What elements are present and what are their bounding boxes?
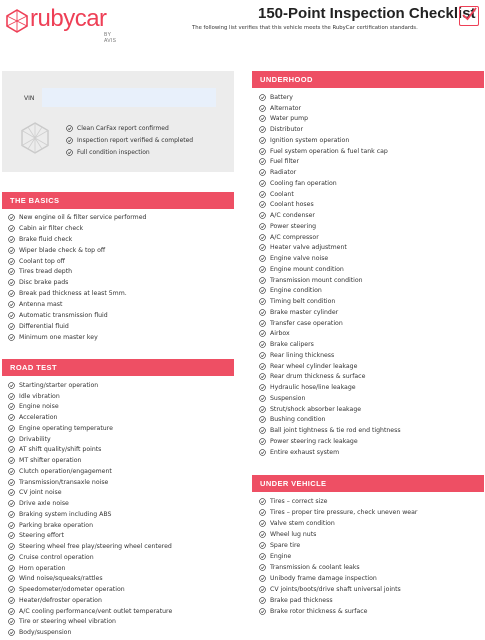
checklist-item[interactable] [259, 146, 401, 157]
check-circle-icon [8, 457, 15, 464]
checklist-item-label: Rear lining thickness [270, 351, 335, 359]
check-circle-icon [8, 618, 15, 625]
checklist-item[interactable] [259, 178, 401, 189]
checklist-item[interactable] [259, 584, 417, 595]
checklist-item-label: Tires – proper tire pressure, check uneven wear [270, 509, 418, 516]
checklist-item[interactable] [259, 415, 401, 426]
checklist-item-label: Engine condition [270, 287, 322, 295]
page-title: 150-Point Inspection Checklist [258, 5, 476, 22]
checklist-item[interactable] [8, 256, 146, 267]
vin-check-item [66, 146, 193, 158]
checklist-item-label: Ball joint tightness & tie rod end tightness [270, 427, 401, 435]
checklist-item-label: Steering wheel free play/steering wheel centered [19, 543, 172, 551]
checklist-item[interactable] [259, 606, 417, 617]
checklist-item[interactable] [259, 243, 401, 254]
check-circle-icon [259, 266, 266, 273]
road-test-header [2, 359, 234, 376]
checklist-item[interactable] [259, 103, 401, 114]
checklist-item[interactable] [8, 552, 172, 563]
checklist-item[interactable] [259, 253, 401, 264]
checklist-item-label: Brake fluid check [19, 235, 73, 243]
checklist-item[interactable] [259, 562, 417, 573]
checklist-item-label: Rear wheel cylinder leakage [270, 362, 358, 370]
underhood-title: UNDERHOOD [260, 75, 313, 84]
checklist-item[interactable] [8, 445, 172, 456]
logo-text: rubycar [30, 5, 107, 32]
check-circle-icon [259, 406, 266, 413]
checklist-item[interactable] [259, 275, 401, 286]
check-circle-icon [8, 436, 15, 443]
checklist-item-label: Automatic transmission fluid [19, 311, 108, 319]
checklist-item-label: Fuel system operation & fuel tank cap [270, 147, 388, 155]
check-circle-icon [259, 94, 266, 101]
checklist-item[interactable] [259, 124, 401, 135]
checklist-item-label: Power steering rack leakage [270, 437, 358, 445]
checklist-item-label: Hydraulic hose/line leakage [270, 384, 356, 392]
checklist-item[interactable] [8, 477, 172, 488]
checklist-item-label: Valve stem condition [270, 520, 335, 527]
check-circle-icon [8, 290, 15, 297]
checklist-item-label: Steering effort [19, 532, 64, 540]
check-circle-icon [259, 438, 266, 445]
check-circle-icon [8, 629, 15, 636]
checklist-item-label: Braking system including ABS [19, 510, 112, 518]
check-circle-icon [259, 277, 266, 284]
checklist-item[interactable] [8, 595, 172, 606]
check-circle-icon [8, 575, 15, 582]
checklist-item-label: Body/suspension [19, 629, 72, 637]
check-circle-icon [8, 382, 15, 389]
checklist-item[interactable] [259, 167, 401, 178]
check-circle-icon [259, 223, 266, 230]
checklist-item-label: MT shifter operation [19, 457, 82, 465]
vin-panel [2, 71, 234, 172]
checklist-item-label: Engine [270, 553, 292, 560]
check-circle-icon [8, 446, 15, 453]
checklist-item[interactable] [8, 266, 146, 277]
checklist-item[interactable] [259, 529, 417, 540]
check-circle-icon [259, 320, 266, 327]
under-vehicle-title: UNDER VEHICLE [260, 479, 327, 488]
checklist-item-label: Timing belt condition [270, 298, 336, 306]
checklist-item[interactable] [259, 329, 401, 340]
checklist-item-label: Wheel lug nuts [270, 531, 317, 538]
check-circle-icon [259, 509, 266, 516]
vin-input[interactable] [42, 88, 216, 107]
check-circle-icon [259, 137, 266, 144]
checklist-item[interactable] [259, 518, 417, 529]
checklist-item-label: Battery [270, 93, 293, 101]
check-circle-icon [8, 236, 15, 243]
check-circle-icon [8, 323, 15, 330]
checklist-item-label: Cooling fan operation [270, 179, 337, 187]
checklist-item[interactable] [8, 627, 172, 638]
check-circle-icon [259, 126, 266, 133]
check-circle-icon [259, 363, 266, 370]
checklist-item[interactable] [259, 92, 401, 103]
checklist-item-label: Spare tire [270, 542, 301, 549]
check-circle-icon [8, 403, 15, 410]
checklist-item[interactable] [8, 606, 172, 617]
checklist-item-label: Brake rotor thickness & surface [270, 608, 368, 615]
check-circle-icon [8, 312, 15, 319]
checklist-item[interactable] [259, 114, 401, 125]
checklist-item[interactable] [8, 520, 172, 531]
checklist-item-label: Radiator [270, 169, 297, 177]
checklist-item-label: Unibody frame damage inspection [270, 575, 377, 582]
check-circle-icon [8, 597, 15, 604]
checklist-item[interactable] [8, 509, 172, 520]
checklist-item-label: Differential fluid [19, 322, 69, 330]
checklist-item-label: Cruise control operation [19, 553, 94, 561]
check-circle-icon [8, 586, 15, 593]
checklist-item-label: Power steering [270, 222, 317, 230]
checklist-item-label: CV joint noise [19, 489, 62, 497]
checklist-item-label: Coolant hoses [270, 201, 314, 209]
check-circle-icon [259, 597, 266, 604]
checklist-item[interactable] [259, 189, 401, 200]
vin-check-item [66, 134, 193, 146]
checklist-item[interactable] [8, 321, 146, 332]
checklist-item-label: Acceleration [19, 414, 58, 422]
checklist-item-label: Tires tread depth [19, 268, 73, 276]
checklist-item[interactable] [259, 573, 417, 584]
checklist-item[interactable] [259, 210, 401, 221]
check-circle-icon [259, 191, 266, 198]
checklist-item[interactable] [259, 307, 401, 318]
check-circle-icon [259, 201, 266, 208]
check-circle-icon [66, 149, 73, 156]
checklist-item[interactable] [259, 361, 401, 372]
checklist-item-label: Engine noise [19, 403, 59, 411]
checklist-item-label: Engine operating temperature [19, 424, 113, 432]
vin-check-label: Clean CarFax report confirmed [77, 124, 169, 132]
checklist-item-label: Suspension [270, 394, 306, 402]
check-circle-icon [259, 158, 266, 165]
checklist-item[interactable] [8, 584, 172, 595]
checklist-item[interactable] [259, 264, 401, 275]
checklist-item-label: Ignition system operation [270, 136, 350, 144]
check-circle-icon [259, 427, 266, 434]
checklist-item-label: Transmission & coolant leaks [270, 564, 360, 571]
check-circle-icon [259, 330, 266, 337]
checklist-item-label: Coolant [270, 190, 294, 198]
checklist-item-label: Antenna mast [19, 301, 63, 309]
page-subtitle: The following list verifies that this vehicle meets the RubyCar certification standards. [192, 25, 418, 31]
vin-label: VIN [24, 95, 35, 102]
check-circle-icon [259, 449, 266, 456]
vin-check-label: Inspection report verified & completed [77, 136, 194, 144]
checklist-item[interactable] [8, 617, 172, 628]
check-circle-icon [8, 532, 15, 539]
check-circle-icon [259, 148, 266, 155]
check-circle-icon [8, 258, 15, 265]
check-circle-icon [259, 234, 266, 241]
checklist-item[interactable] [259, 232, 401, 243]
checklist-item[interactable] [8, 455, 172, 466]
checklist-item-label: Idle vibration [19, 392, 60, 400]
checklist-item-label: Parking brake operation [19, 521, 94, 529]
checklist-item-label: Drive axle noise [19, 500, 69, 508]
checklist-item-label: Cabin air filter check [19, 224, 84, 232]
basics-title: THE BASICS [10, 196, 60, 205]
checklist-item-label: Drivability [19, 435, 51, 443]
checklist-item[interactable] [8, 391, 172, 402]
checklist-item-label: Coolant top off [19, 257, 65, 265]
checklist-item[interactable] [8, 574, 172, 585]
checklist-item-label: Entire exhaust system [270, 448, 340, 456]
checklist-item[interactable] [259, 447, 401, 458]
checklist-item-label: Bushing condition [270, 416, 326, 424]
check-circle-icon [8, 301, 15, 308]
checklist-item[interactable] [8, 310, 146, 321]
checklist-item-label: Wind noise/squeaks/rattles [19, 575, 103, 583]
vin-check-label: Full condition inspection [77, 148, 150, 156]
checklist-item[interactable] [8, 299, 146, 310]
checklist-item-label: A/C condenser [270, 212, 315, 220]
checklist-item-label: Tire or steering wheel vibration [19, 618, 116, 626]
checklist-item[interactable] [8, 332, 146, 343]
underhood-header [252, 71, 484, 88]
underhood-list [259, 92, 401, 458]
checklist-item-label: Brake master cylinder [270, 308, 339, 316]
checklist-item-label: Water pump [270, 115, 309, 123]
checklist-item[interactable] [8, 245, 146, 256]
checklist-item-label: Distributor [270, 126, 304, 134]
check-circle-icon [259, 416, 266, 423]
check-circle-icon [8, 554, 15, 561]
checklist-item[interactable] [8, 380, 172, 391]
checklist-item[interactable] [8, 488, 172, 499]
check-circle-icon [8, 511, 15, 518]
check-circle-icon [259, 542, 266, 549]
check-circle-icon [259, 309, 266, 316]
checklist-item[interactable] [259, 393, 401, 404]
check-circle-icon [66, 125, 73, 132]
checkmark-icon [460, 6, 478, 24]
checklist-item-label: Horn operation [19, 564, 66, 572]
checklist-item-label: Engine valve noise [270, 255, 329, 263]
check-circle-icon [259, 384, 266, 391]
check-circle-icon [259, 373, 266, 380]
vin-check-item [66, 122, 193, 134]
checklist-item-label: Disc brake pads [19, 279, 69, 287]
checklist-item[interactable] [8, 423, 172, 434]
under-vehicle-list [259, 496, 417, 617]
check-circle-icon [8, 425, 15, 432]
logo-subtext: BY AVIS [104, 32, 117, 44]
check-circle-icon [8, 565, 15, 572]
check-circle-icon [8, 468, 15, 475]
check-circle-icon [8, 279, 15, 286]
checklist-item-label: Starting/starter operation [19, 381, 99, 389]
checklist-item-label: Strut/shock absorber leakage [270, 405, 362, 413]
checklist-item-label: Tires – correct size [270, 498, 328, 505]
checklist-item[interactable] [259, 595, 417, 606]
road-test-title: ROAD TEST [10, 363, 57, 372]
certification-checkbox[interactable] [459, 6, 479, 26]
checklist-item[interactable] [8, 288, 146, 299]
checklist-item-label: Break pad thickness at least 5mm. [19, 290, 127, 298]
check-circle-icon [259, 520, 266, 527]
checklist-item[interactable] [259, 221, 401, 232]
checklist-item-label: Heater/defroster operation [19, 596, 102, 604]
check-circle-icon [8, 393, 15, 400]
checklist-item-label: A/C compressor [270, 233, 319, 241]
road-test-list [8, 380, 172, 638]
checklist-item-label: Brake pad thickness [270, 597, 333, 604]
vin-check-list [66, 122, 193, 158]
checklist-item-label: Minimum one master key [19, 333, 98, 341]
check-circle-icon [8, 543, 15, 550]
checklist-item-label: Transmission/transaxle noise [19, 478, 109, 486]
checklist-item[interactable] [8, 234, 146, 245]
checklist-item-label: New engine oil & filter service performed [19, 213, 147, 221]
checklist-item[interactable] [259, 286, 401, 297]
checklist-item[interactable] [8, 531, 172, 542]
checklist-item-label: Rear drum thickness & surface [270, 373, 366, 381]
under-vehicle-header [252, 475, 484, 492]
checklist-item[interactable] [8, 402, 172, 413]
checklist-item[interactable] [8, 563, 172, 574]
checklist-item[interactable] [259, 339, 401, 350]
check-circle-icon [259, 586, 266, 593]
check-circle-icon [8, 225, 15, 232]
check-circle-icon [259, 564, 266, 571]
check-circle-icon [259, 575, 266, 582]
checklist-item-label: Wiper blade check & top off [19, 246, 106, 254]
check-circle-icon [259, 531, 266, 538]
check-circle-icon [259, 341, 266, 348]
check-circle-icon [259, 608, 266, 615]
checklist-item-label: Fuel filter [270, 158, 300, 166]
check-circle-icon [259, 169, 266, 176]
check-circle-icon [259, 212, 266, 219]
check-circle-icon [259, 115, 266, 122]
check-circle-icon [8, 489, 15, 496]
checklist-item[interactable] [259, 372, 401, 383]
basics-list [8, 212, 146, 343]
check-circle-icon [259, 287, 266, 294]
checklist-item[interactable] [8, 541, 172, 552]
checklist-item[interactable] [8, 498, 172, 509]
check-circle-icon [259, 553, 266, 560]
checklist-item[interactable] [259, 135, 401, 146]
checklist-item-label: Transfer case operation [270, 319, 343, 327]
car-logo-icon [6, 9, 28, 33]
checklist-item[interactable] [259, 350, 401, 361]
check-circle-icon [8, 334, 15, 341]
checklist-item-label: Alternator [270, 104, 302, 112]
checklist-item[interactable] [8, 212, 146, 223]
checklist-item-label: CV joints/boots/drive shaft universal joints [270, 586, 401, 593]
certified-emblem-icon [20, 121, 50, 155]
checklist-item[interactable] [259, 404, 401, 415]
checklist-item[interactable] [259, 551, 417, 562]
check-circle-icon [259, 498, 266, 505]
checklist-item[interactable] [8, 223, 146, 234]
checklist-item[interactable] [259, 425, 401, 436]
checklist-item-label: Transmission mount condition [270, 276, 363, 284]
checklist-item-label: Airbox [270, 330, 290, 338]
checklist-item[interactable] [259, 496, 417, 507]
check-circle-icon [259, 395, 266, 402]
checklist-item[interactable] [8, 466, 172, 477]
check-circle-icon [8, 608, 15, 615]
checklist-item-label: Brake calipers [270, 341, 314, 349]
check-circle-icon [8, 500, 15, 507]
checklist-item-label: Speedometer/odometer operation [19, 586, 125, 594]
check-circle-icon [8, 522, 15, 529]
checklist-item[interactable] [8, 412, 172, 423]
checklist-item[interactable] [8, 434, 172, 445]
checklist-item[interactable] [259, 296, 401, 307]
checklist-item-label: A/C cooling performance/vent outlet temperature [19, 607, 173, 615]
checklist-item-label: Heater valve adjustment [270, 244, 347, 252]
checklist-item[interactable] [8, 277, 146, 288]
check-circle-icon [8, 247, 15, 254]
checklist-item[interactable] [259, 318, 401, 329]
rubycar-logo [4, 4, 124, 44]
basics-header [2, 192, 234, 209]
check-circle-icon [8, 268, 15, 275]
check-circle-icon [259, 255, 266, 262]
checklist-item[interactable] [259, 157, 401, 168]
check-circle-icon [259, 244, 266, 251]
check-circle-icon [8, 479, 15, 486]
checklist-item-label: Clutch operation/engagement [19, 467, 112, 475]
check-circle-icon [8, 214, 15, 221]
check-circle-icon [66, 137, 73, 144]
checklist-item[interactable] [259, 507, 417, 518]
checklist-item[interactable] [259, 436, 401, 447]
checklist-item[interactable] [259, 200, 401, 211]
checklist-item[interactable] [259, 382, 401, 393]
check-circle-icon [8, 414, 15, 421]
check-circle-icon [259, 352, 266, 359]
check-circle-icon [259, 180, 266, 187]
checklist-item[interactable] [259, 540, 417, 551]
check-circle-icon [259, 105, 266, 112]
check-circle-icon [259, 298, 266, 305]
checklist-item-label: Engine mount condition [270, 265, 344, 273]
checklist-item-label: AT shift quality/shift points [19, 446, 102, 454]
